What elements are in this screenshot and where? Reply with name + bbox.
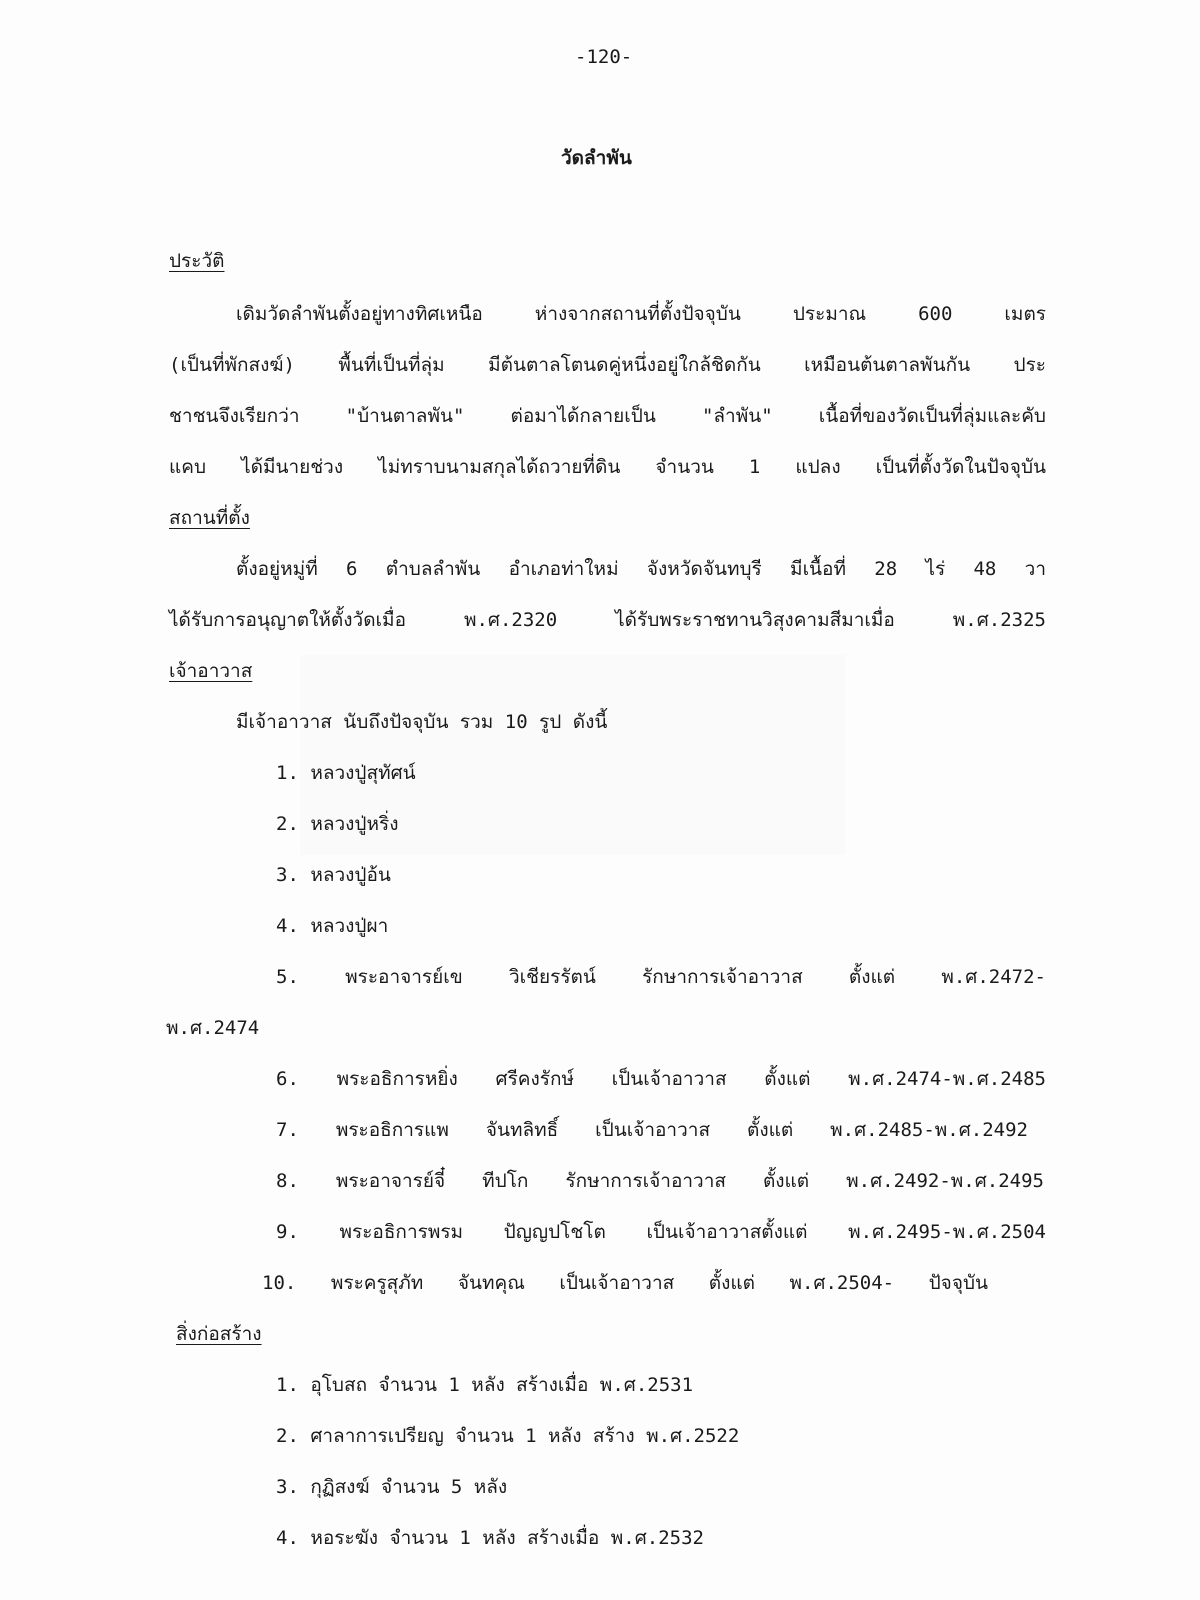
abbot-item-4: 4. หลวงปู่ผา (276, 915, 389, 937)
building-item-2: 2. ศาลาการเปรียญ จำนวน 1 หลัง สร้าง พ.ศ.2522 (276, 1425, 740, 1447)
location-line-1: ตั้งอยู่หมู่ที่ 6 ตำบลลำพัน อำเภอท่าใหม่ จังหวัดจันทบุรี มีเนื้อที่ 28 ไร่ 48 วา (236, 558, 1046, 580)
history-line-2: (เป็นที่พักสงฆ์) พื้นที่เป็นที่ลุ่ม มีต้นตาลโตนดคู่หนึ่งอยู่ใกล้ชิดกัน เหมือนต้นตาลพันกัน ประ (169, 354, 1046, 376)
abbot-item-1: 1. หลวงปู่สุทัศน์ (276, 762, 416, 784)
abbot-item-5-continuation: พ.ศ.2474 (166, 1017, 260, 1039)
history-heading: ประวัติ (169, 250, 225, 272)
history-line-4: แคบ ได้มีนายช่วง ไม่ทราบนามสกุลได้ถวายที่ดิน จำนวน 1 แปลง เป็นที่ตั้งวัดในปัจจุบัน (169, 456, 1046, 478)
page-number: -120- (575, 46, 633, 68)
abbot-item-2: 2. หลวงปู่หริ่ง (276, 813, 399, 835)
abbots-intro: มีเจ้าอาวาส นับถึงปัจจุบัน รวม 10 รูป ดังนี้ (236, 711, 608, 733)
page-title: วัดลำพัน (561, 147, 632, 169)
abbot-item-6: 6. พระอธิการหยิ่ง ศรีคงรักษ์ เป็นเจ้าอาวาส ตั้งแต่ พ.ศ.2474-พ.ศ.2485 (276, 1068, 1046, 1090)
abbot-item-10: 10. พระครูสุภัท จันทคุณ เป็นเจ้าอาวาส ตั้งแต่ พ.ศ.2504- ปัจจุบัน (262, 1272, 988, 1294)
history-line-1: เดิมวัดลำพันตั้งอยู่ทางทิศเหนือ ห่างจากสถานที่ตั้งปัจจุบัน ประมาณ 600 เมตร (236, 303, 1046, 325)
history-line-3: ชาชนจึงเรียกว่า "บ้านตาลพัน" ต่อมาได้กลายเป็น "ลำพัน" เนื้อที่ของวัดเป็นที่ลุ่มและคับ (169, 405, 1046, 427)
location-line-2: ได้รับการอนุญาตให้ตั้งวัดเมื่อ พ.ศ.2320 ได้รับพระราชทานวิสุงคามสีมาเมื่อ พ.ศ.2325 (169, 609, 1046, 631)
abbot-item-5: 5. พระอาจารย์เข วิเชียรรัตน์ รักษาการเจ้าอาวาส ตั้งแต่ พ.ศ.2472- (276, 966, 1046, 988)
building-item-1: 1. อุโบสถ จำนวน 1 หลัง สร้างเมื่อ พ.ศ.2531 (276, 1374, 694, 1396)
abbot-item-8: 8. พระอาจารย์จี๋ ทีปโก รักษาการเจ้าอาวาส ตั้งแต่ พ.ศ.2492-พ.ศ.2495 (276, 1170, 1044, 1192)
location-heading: สถานที่ตั้ง (169, 507, 250, 529)
abbot-item-7: 7. พระอธิการแพ จันทลิทธิ์ เป็นเจ้าอาวาส ตั้งแต่ พ.ศ.2485-พ.ศ.2492 (276, 1119, 1028, 1141)
abbots-heading: เจ้าอาวาส (169, 660, 253, 682)
abbot-item-3: 3. หลวงปู่อ้น (276, 864, 391, 886)
building-item-3: 3. กุฏิสงฆ์ จำนวน 5 หลัง (276, 1476, 508, 1498)
building-item-4: 4. หอระฆัง จำนวน 1 หลัง สร้างเมื่อ พ.ศ.2532 (276, 1527, 704, 1549)
abbot-item-9: 9. พระอธิการพรม ปัญญปโชโต เป็นเจ้าอาวาสตั้งแต่ พ.ศ.2495-พ.ศ.2504 (276, 1221, 1046, 1243)
buildings-heading: สิ่งก่อสร้าง (176, 1323, 262, 1345)
